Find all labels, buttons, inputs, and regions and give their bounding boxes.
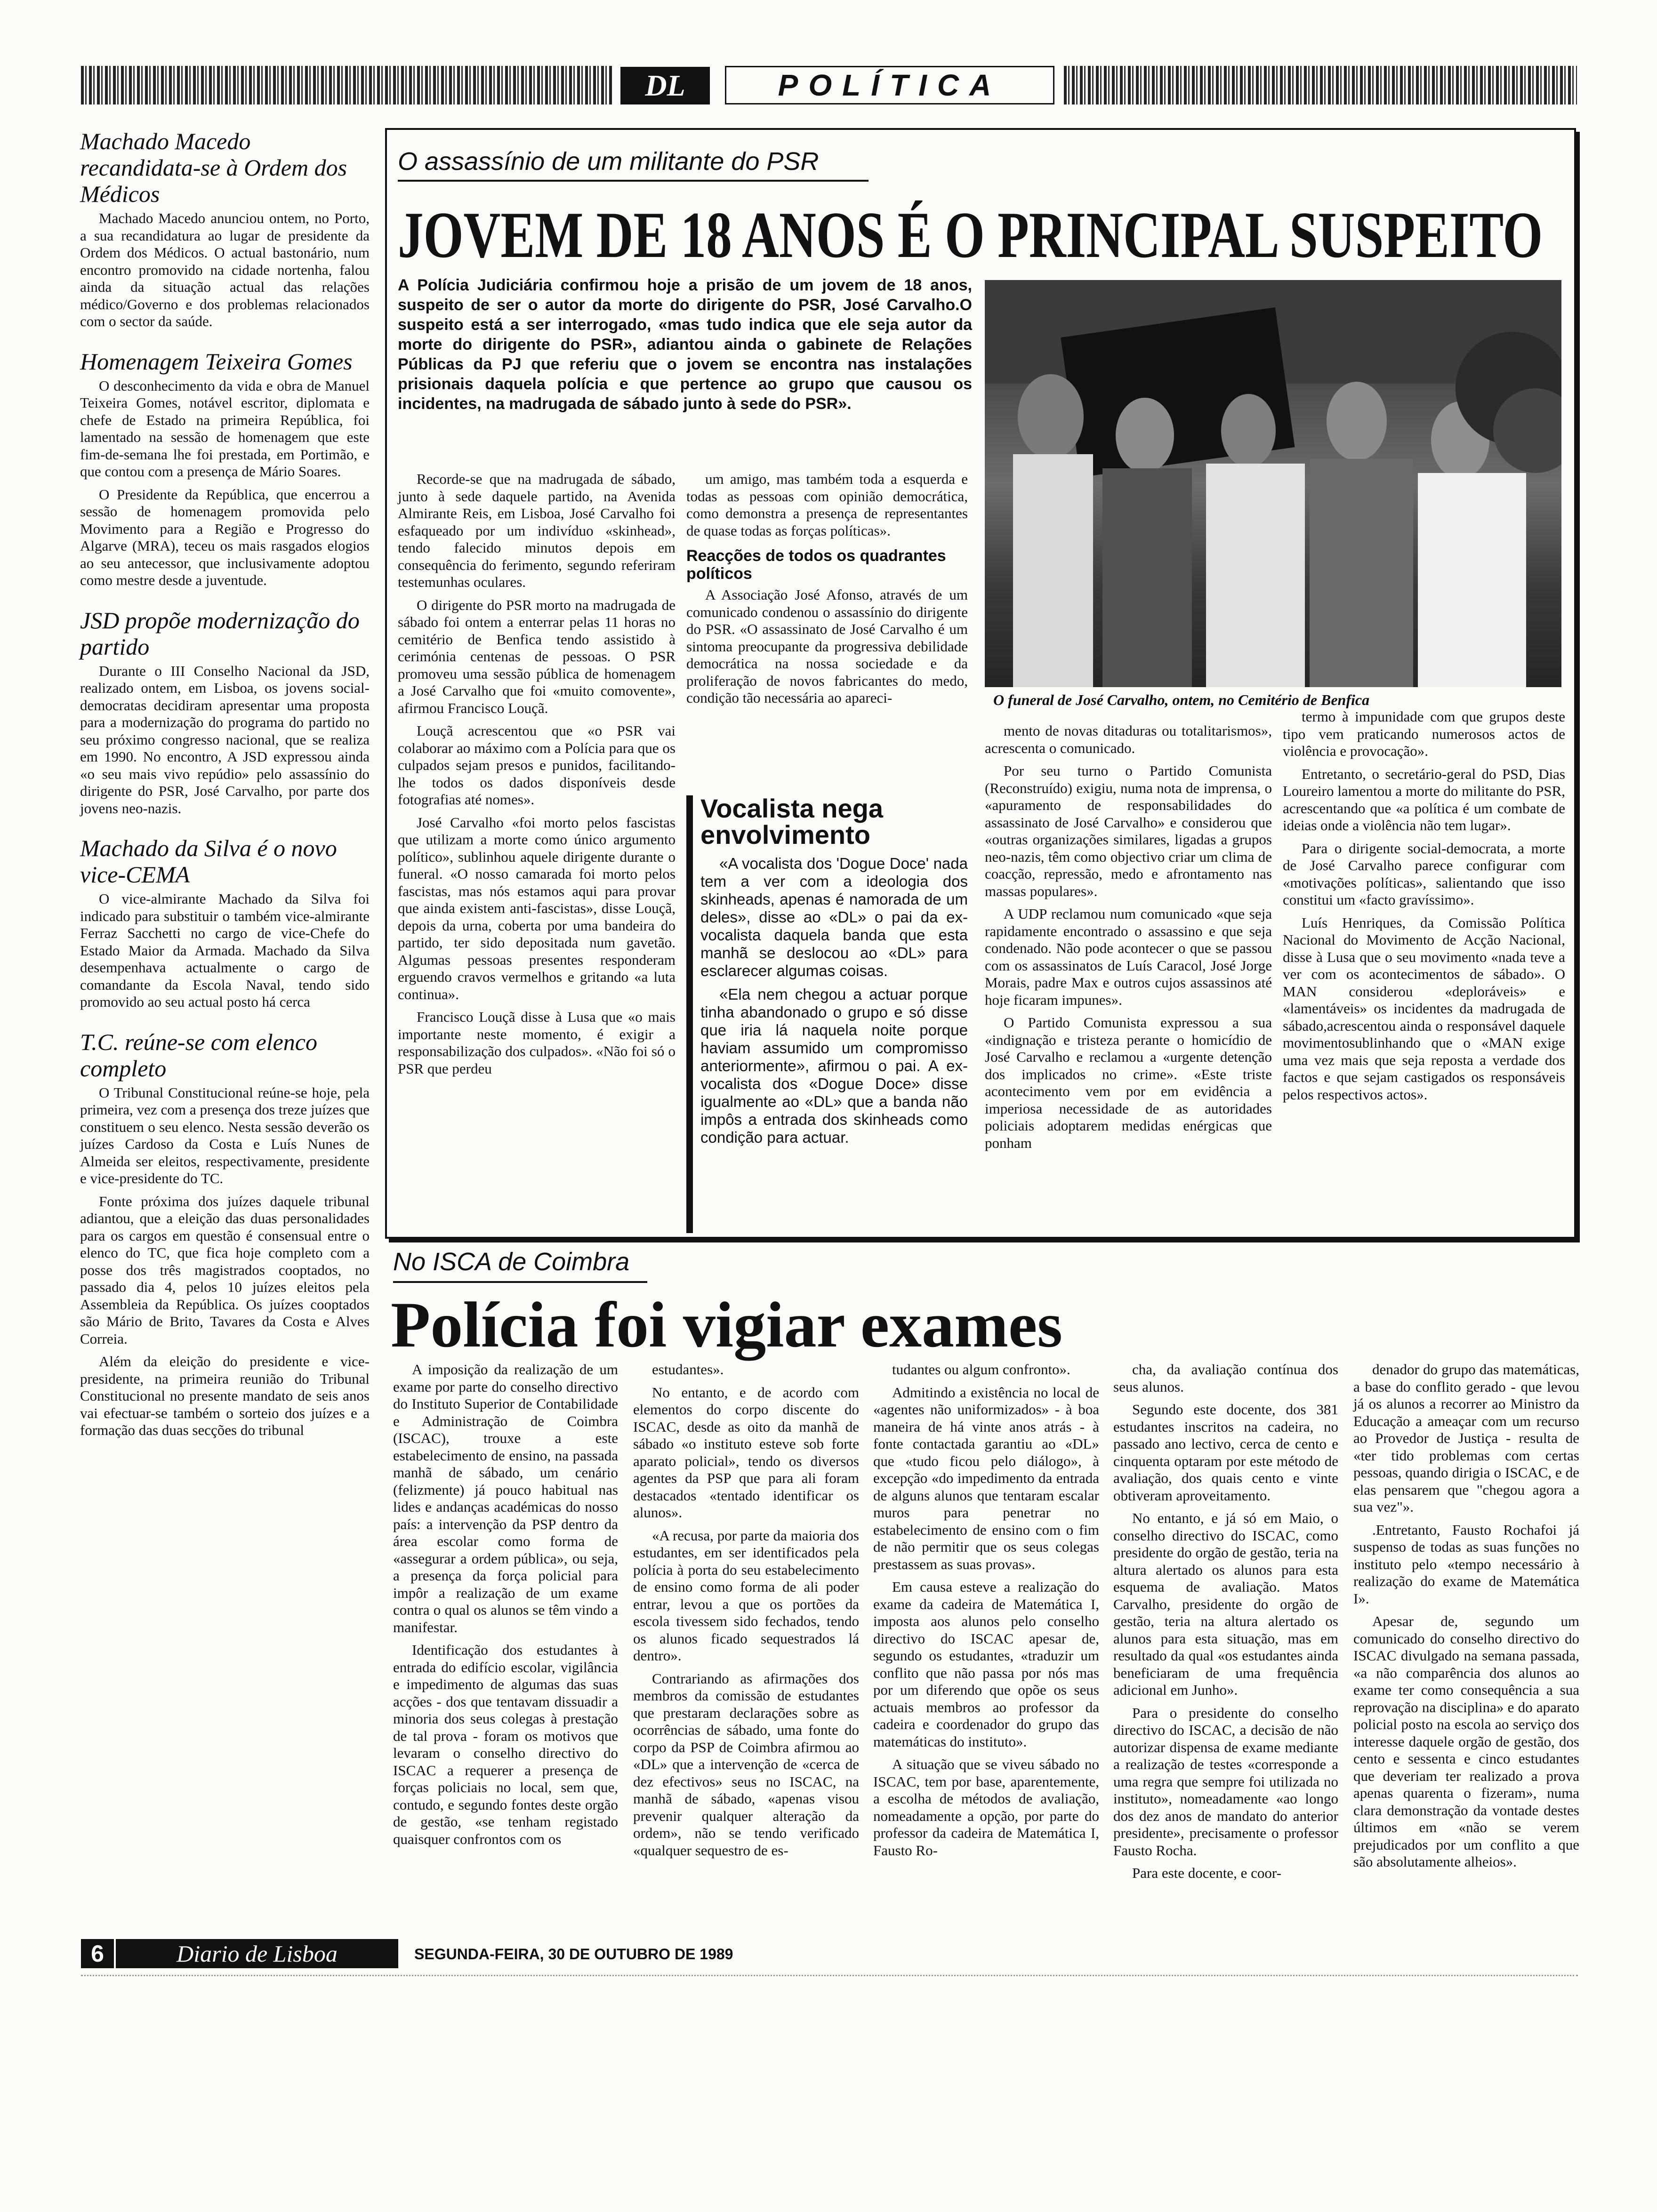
paragraph: Identificação dos estudantes à entrada do edifício escolar, vigilância e impedimento de algumas das suas acções - dos que tentavam dissuadir a minoria dos seus colegas à prestação de tal prova - foram os motivos que levaram o conselho directivo do ISCAC a requerer a presença de forças policiais no local, sem que, contudo, e segundo fontes deste orgão de gestão, «se tenham registado quaisquer confrontos com os: [393, 1642, 618, 1847]
paragraph: um amigo, mas também toda a esquerda e todas as pessoas com opinião democrática, como demonstra a presença de representantes de quase todas as forças políticas».: [686, 471, 968, 539]
paragraph: O Partido Comunista expressou a sua «indignação e tristeza perante o homicídio de José Carvalho e reclamou a «urgente detenção dos implicados no crime». «Este triste acontecimento vem por em evidência a imperiosa necessidade de as autoridades policiais adoptarem medidas enérgicas que ponham: [985, 1014, 1272, 1151]
story1-subhead: Reacções de todos os quadrantes políticos: [686, 547, 946, 583]
paragraph: José Carvalho «foi morto pelos fascistas que utilizam a morte como único argumento político», sublinhou aquele dirigente durante o funeral. «O nosso camarada foi morto pelos fascistas, mas nós estamos aqui para provar que ainda existem anti-fascistas», disse Louçã, depois da urna, coberta por uma bandeira do partido, ter sido depositada num gavetão. Algumas pessoas presentes responderam erguendo cravos vermelhos e gritando «a luta continua».: [398, 814, 676, 1002]
story1-headline: JOVEM DE 18 ANOS É O PRINCIPAL SUSPEITO: [398, 199, 1543, 272]
paragraph: «A recusa, por parte da maioria dos estudantes, em ser identificados pela polícia à porta do seu estabelecimento de ensino como forma de ali poder entrar, levou a que os portões da escola tivessem sido fechados, tendo os alunos ficado sequestrados lá dentro».: [633, 1527, 859, 1664]
paragraph: O vice-almirante Machado da Silva foi indicado para substituir o também vice-almirante Ferraz Sacchetti no cargo de vice-Chefe do Estado Maior da Armada. Machado da Silva desempenhava actualmente o cargo de comandante da Escola Naval, tendo sido promovido ao seu actual posto há cerca: [80, 890, 370, 1010]
vocalista-box-text: [700, 855, 968, 1146]
sidebar-brief: [80, 128, 370, 330]
paragraph: A UDP reclamou num comunicado «que seja rapidamente encontrado o assassino e que seja condenado. Não pode acontecer o que se passou com os assassinatos de Luís Caracol, José Jorge Morais, padre Max e outros cujos assassinos até hoje ficaram impunes».: [985, 906, 1272, 1008]
paragraph: tudantes ou algum confronto».: [892, 1361, 1070, 1378]
paragraph: Francisco Louçã disse à Lusa que «o mais importante neste momento, é exigir a responsabilização dos culpados». «Não foi só o PSR que perdeu: [398, 1009, 676, 1077]
paragraph: No entanto, e de acordo com elementos do corpo discente do ISCAC, desde as oito da manhã de sábado «o instituto esteve sob forte aparato policial», tendo os diversos agentes da PSP que para ali foram destacados «tentado identificar os alunos».: [633, 1384, 859, 1521]
sidebar-brief-title: Homenagem Teixeira Gomes: [80, 348, 353, 375]
footer-masthead: Diario de Lisboa: [116, 1939, 398, 1968]
sidebar-brief: [80, 607, 370, 817]
paragraph: Para o presidente do conselho directivo do ISCAC, a decisão de não autorizar dispensa de exame mediante a realização de testes «corresponde a uma regra que sempre foi utilizada no instituto», nomeadamente «ao longo dos dez anos de mandato do anterior presidente», precisamente o professor Fausto Rocha.: [1113, 1704, 1338, 1859]
paragraph: Em causa esteve a realização do exame da cadeira de Matemática I, imposta aos alunos pelo conselho directivo do ISCAC apesar de, segundo os estudantes, «traduzir um conflito que não passa por nós mas por um diferendo que opõe os seus actuais membros ao professor da cadeira e coordenador do grupo das matemáticas do instituto».: [873, 1579, 1099, 1750]
story2-headline: Polícia foi vigiar exames: [391, 1289, 1062, 1361]
story1-column-2: [686, 471, 968, 713]
section-title: POLÍTICA: [725, 66, 1054, 104]
story1-kicker: O assassínio de um militante do PSR: [398, 147, 819, 176]
paragraph: Para este docente, e coor-: [1132, 1865, 1281, 1881]
story2-column-2: [633, 1361, 859, 1865]
page-number: 6: [81, 1939, 114, 1968]
footer-date: SEGUNDA-FEIRA, 30 DE OUTUBRO DE 1989: [414, 1946, 733, 1963]
paragraph: cha, da avaliação contínua dos seus alunos.: [1113, 1361, 1338, 1395]
paragraph: O dirigente do PSR morto na madrugada de sábado foi ontem a enterrar pelas 11 horas no cemitério de Benfica tendo assistido à cerimónia centenas de pessoas. O PSR promoveu uma sessão pública de homenagem a José Carvalho que foi «muito comovente», afirmou Francisco Louçã.: [398, 596, 676, 716]
footer-dotted-line: [81, 1975, 1578, 1976]
paragraph: Para o dirigente social-democrata, a morte de José Carvalho parece configurar com «motivações políticas», salientando que isso constitui um «facto gravíssimo».: [1283, 840, 1565, 908]
story1-column-3: [985, 722, 1272, 1157]
paragraph: «A vocalista dos 'Dogue Doce' nada tem a ver com a ideologia dos skinheads, apenas é namorada de um deles», disse ao «DL» o pai da ex-vocalista daquela banda que esta manhã se deslocou ao «DL» para esclarecer algumas coisas.: [700, 855, 968, 979]
story2-kicker: No ISCA de Coimbra: [393, 1248, 630, 1276]
story2-kicker-underline: [393, 1281, 647, 1283]
story1-column-4: [1283, 708, 1565, 1109]
paragraph: .Entretanto, Fausto Rochafoi já suspenso de todas as suas funções no instituto pelo «tempo necessário à realização do exame de Matemática I».: [1353, 1521, 1579, 1607]
sidebar-brief-title: JSD propõe modernização do partido: [80, 607, 360, 660]
paragraph: «Ela nem chegou a actuar porque tinha abandonado o grupo e só disse que iria lá naquela noite porque haviam assumido um compromisso anteriormente», afirmou o pai. A ex-vocalista dos «Dogue Doce» disse igualmente ao «DL» que a banda não impôs a entrada dos skinheads como condição para actuar.: [700, 986, 968, 1146]
paragraph: Apesar de, segundo um comunicado do conselho directivo do ISCAC divulgado na semana passada, «a não comparência dos alunos ao exame ter como consequência a sua reprovação na disciplina» e do aparato policial posto na escola ao serviço dos interesse daquele orgão de gestão, dos cento e sessenta e cinco estudantes que deveriam ter realizado a prova apenas quarenta o fizeram», numa clara demonstração da vontade destes últimos em «não se verem prejudicados por um conflito a que são absolutamente alheios».: [1353, 1613, 1579, 1870]
header-stripe-right: [1064, 66, 1577, 104]
sidebar-brief: [80, 348, 370, 589]
story2-column-5: [1353, 1361, 1579, 1876]
funeral-photo: [985, 280, 1561, 687]
story1-column-1: [398, 471, 676, 1083]
sidebar-brief: [80, 835, 370, 1011]
sidebar-brief: [80, 1029, 370, 1439]
story2-column-3: [873, 1361, 1099, 1865]
paragraph: Contrariando as afirmações dos membros da comissão de estudantes que prestaram declarações sobre as ocorrências de sábado, uma fonte do corpo da PSP de Coimbra afirmou ao «DL» que a intervenção de «cerca de dez efectivos» seus no ISCAC, na manhã de sábado, «apenas visou prevenir qualquer alteração da ordem», não se tendo verificado «qualquer sequestro de es-: [633, 1670, 859, 1859]
sidebar-brief-title: Machado da Silva é o novo vice-CEMA: [80, 835, 337, 888]
paragraph: Luís Henriques, da Comissão Política Nacional do Movimento de Acção Nacional, disse à Lusa que o seu movimento «nada teve a ver com os acontecimentos de sábado». O MAN considerou «deploráveis» e «lamentáveis» os incidentes da madrugada de sábado,acrescentou ainda o responsável daquele movimentosublinhando que o «MAN exige uma vez mais que seja reposta a verdade dos factos e que sejam castigados os responsáveis pelos respectivos actos».: [1283, 914, 1565, 1103]
kicker-underline: [398, 180, 869, 182]
paragraph: Fonte próxima dos juízes daquele tribunal adiantou, que a eleição das duas personalidades para os cargos em questão é consensual entre o elenco do TC, que fica hoje completo com a posse dos três magistrados cooptados, no passado dia 4, pelos 10 juízes eleitos pela Assembleia da República. Os juízes cooptados são Mário de Brito, Tavares da Costa e Alves Correia.: [80, 1193, 370, 1347]
paragraph: O Presidente da República, que encerrou a sessão de homenagem promovida pelo Movimento para a Região e Progresso do Algarve (MRA), teceu os mais rasgados elogios ao seu antecessor, que inclusivamente adoptou como mestre desde a juventude.: [80, 486, 370, 588]
vocalista-box: [686, 795, 968, 1233]
paragraph: A situação que se viveu sábado no ISCAC, tem por base, aparentemente, a escolha de métodos de avaliação, nomeadamente a opção, por parte do professor da cadeira de Matemática I, Fausto Ro-: [873, 1756, 1099, 1859]
section-logo: DL: [620, 67, 710, 104]
story2-column-4: [1113, 1361, 1338, 1888]
sidebar-brief-title: T.C. reúne-se com elenco completo: [80, 1028, 318, 1082]
paragraph: Admitindo a existência no local de «agentes não uniformizados» - à boa maneira de há vinte anos atrás - à fonte contactada garantiu ao «DL» que «tudo ficou pelo diálogo», à excepção «do impedimento da entrada de alguns alunos que tentaram escalar muros para penetrar no estabelecimento de ensino com o fim de não permitir que os seus colegas prestassem as suas provas».: [873, 1384, 1099, 1572]
paragraph: A Associação José Afonso, através de um comunicado condenou o assassínio do dirigente do PSR. «O assassinato de José Carvalho é um sintoma preocupante da progressiva debilidade democrática na nossa sociedade e da proliferação de novos fabricantes do medo, condição tão necessária ao apareci-: [686, 586, 968, 706]
paragraph: A imposição da realização de um exame por parte do conselho directivo do Instituto Superior de Contabilidade e Administração de Coimbra (ISCAC), trouxe a este estabelecimento de ensino, na passada manhã de sábado, um cenário (felizmente) já pouco habitual nas lides e andanças académicas do nosso país: a intervenção da PSP dentro da área escolar como forma de «assegurar a ordem pública», ou seja, a presença da força policial para impôr a realização de um exame contra o qual os alunos se têm vindo a manifestar.: [393, 1361, 618, 1635]
paragraph: O Tribunal Constitucional reúne-se hoje, pela primeira, vez com a presença dos treze juízes que constituem o seu elenco. Nesta sessão deverão os juízes Cardoso da Costa e Luís Nunes de Almeida ser eleitos, respectivamente, presidente e vice-presidente do TC.: [80, 1084, 370, 1186]
paragraph: termo à impunidade com que grupos deste tipo vem praticando numerosos actos de violência e provocação».: [1283, 708, 1565, 759]
vocalista-box-title: Vocalista nega envolvimento: [700, 793, 884, 850]
story2-column-1: [393, 1361, 618, 1853]
paragraph: Recorde-se que na madrugada de sábado, junto à sede daquele partido, na Avenida Almirante Reis, em Lisboa, José Carvalho foi esfaqueado por um indivíduo «skinhead», tendo falecido minutos depois em consequência do ferimento, segundo referiram testemunhas oculares.: [398, 471, 676, 590]
story1-lede: A Polícia Judiciária confirmou hoje a prisão de um jovem de 18 anos, suspeito de ser o autor da morte do dirigente do PSR, José Carvalho.O suspeito está a ser interrogado, «mas tudo indica que ele seja autor da morte do dirigente do PSR», adiantou ainda o gabinete de Relações Públicas da PJ que referiu que o jovem se encontra nas instalações prisionais daquela polícia e que pertence ao grupo que causou os incidentes, na madrugada de sábado junto à sede do PSR».: [398, 276, 972, 413]
paragraph: O desconhecimento da vida e obra de Manuel Teixeira Gomes, notável escritor, diplomata e chefe de Estado na primeira República, foi lamentado na sessão de homenagem que este fim-de-semana lhe foi prestada, em Portimão, e que contou com a presença de Mário Soares.: [80, 377, 370, 480]
paragraph: Segundo este docente, dos 381 estudantes inscritos na cadeira, no passado ano lectivo, cerca de cento e cinquenta optaram por este método de avaliação, dos quais cento e vinte obtiveram aproveitamento.: [1113, 1401, 1338, 1504]
paragraph: estudantes».: [652, 1361, 724, 1378]
paragraph: Louçã acrescentou que «o PSR vai colaborar ao máximo com a Polícia para que os culpados sejam presos e punidos, facilitando-lhe todos os dados disponíveis desde fotografias até nomes».: [398, 722, 676, 808]
paragraph: No entanto, e já só em Maio, o conselho directivo do ISCAC, como presidente do orgão de gestão, teria na altura alertado os alunos para esta esquema de avaliação. Matos Carvalho, presidente do orgão de gestão, teria na altura alertado os alunos para esta situação, mas em resultado da qual «os estudantes ainda beneficiaram de uma frequência adicional em Junho».: [1113, 1510, 1338, 1698]
paragraph: Durante o III Conselho Nacional da JSD, realizado ontem, em Lisboa, os jovens social-democratas decidiram apresentar uma proposta para a modernização do programa do partido no seu próximo congresso nacional, que se realiza em 1990. No encontro, A JSD expressou ainda «o seu mais vivo repúdio» pelo assassínio do dirigente do PSR, José Carvalho, por parte dos jovens neo-nazis.: [80, 662, 370, 817]
header-stripe-left: [81, 66, 613, 104]
paragraph: denador do grupo das matemáticas, a base do conflito gerado - que levou já os alunos a recorrer ao Ministro da Educação a ameaçar com um recurso ao Provedor de Justiça - resulta de «ter tido problemas com certas pessoas, quando dirigia o ISCAC, e de elas pensarem que "chegou agora a sua vez"».: [1353, 1361, 1579, 1515]
sidebar-brief-title: Machado Macedo recandidata-se à Ordem dos Médicos: [80, 128, 347, 207]
paragraph: Entretanto, o secretário-geral do PSD, Dias Loureiro lamentou a morte do militante do PSR, acrescentando que «a política é um combate de ideias onde a violência não tem lugar».: [1283, 765, 1565, 834]
sidebar: [80, 128, 370, 1457]
paragraph: Além da eleição do presidente e vice-presidente, na primeira reunião do Tribunal Constitucional no presente mandato de seis anos vai efectuar-se também o sorteio dos juízes e a formação das duas secções do tribunal: [80, 1353, 370, 1438]
paragraph: mento de novas ditaduras ou totalitarismos», acrescenta o comunicado.: [985, 722, 1272, 756]
paragraph: Por seu turno o Partido Comunista (Reconstruído) exigiu, numa nota de imprensa, o «apuramento de responsabilidades do assassinato de José Carvalho» e considerou que «outras organizações similares, ligadas a grupos neo-nazis, têm como objectivo criar um clima de coacção, repressão, medo e afrontamento nas massas populares».: [985, 762, 1272, 899]
photo-caption: O funeral de José Carvalho, ontem, no Cemitério de Benfica: [993, 691, 1370, 708]
paragraph: Machado Macedo anunciou ontem, no Porto, a sua recandidatura ao lugar de presidente da Ordem dos Médicos. O actual bastonário, num encontro promovido na cidade nortenha, falou ainda da situação actual das relações médico/Governo e dos problemas relacionados com o sector da saúde.: [80, 210, 370, 329]
